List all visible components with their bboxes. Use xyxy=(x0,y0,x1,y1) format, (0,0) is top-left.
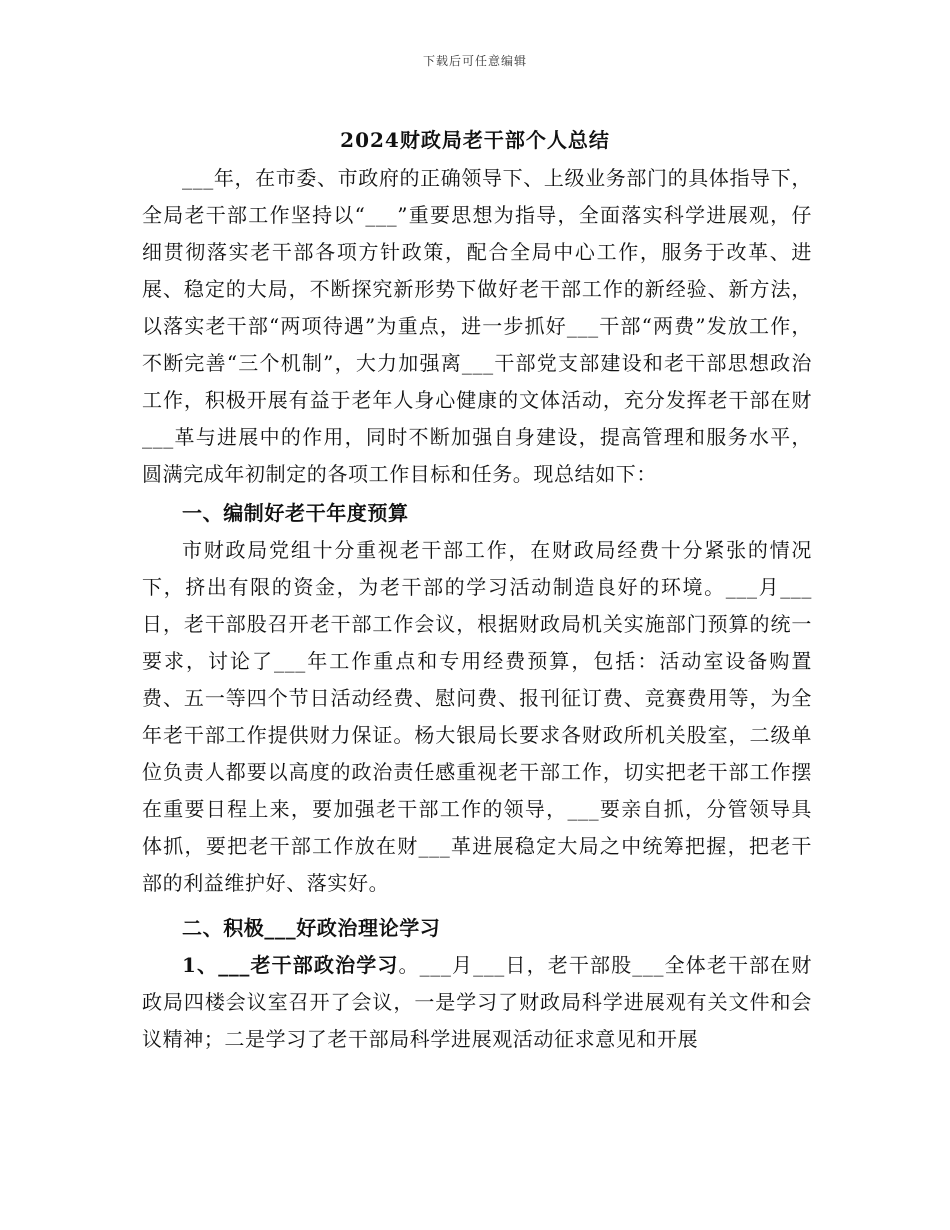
header-note: 下载后可任意编辑 xyxy=(422,54,527,68)
section-2-lead: 1、___老干部政治学习 xyxy=(182,953,399,977)
page-title: 2024财政局老干部个人总结 xyxy=(340,128,610,152)
section-1-paragraph: 市财政局党组十分重视老干部工作，在财政局经费十分紧张的情况下，挤出有限的资金，为老干部的学习活动制造良好的环境。___月___日，老干部股召开老干部工作会议，根据财政局机关实施部门预算的统一要求，讨论了___年工作重点和专用经费预算，包括：活动室设备购置费、五一等四个节日活动经费、慰问费、报刊征订费、竞赛费用等，为全年老干部工作提供财力保证。杨大银局长要求各财政所机关股室，二级单位负责人都要以高度的政治责任感重视老干部工作，切实把老干部工作摆在重要日程上来，要加强老干部工作的领导，___要亲自抓，分管领导具体抓，要把老干部工作放在财___革进展稳定大局之中统筹把握，把老干部的利益维护好、落实好。 xyxy=(142,538,812,895)
document-body xyxy=(142,160,812,1058)
section-heading-2: 二、积极___好政治理论学习 xyxy=(182,916,441,940)
intro-paragraph: ___年，在市委、市政府的正确领导下、上级业务部门的具体指导下，全局老干部工作坚持以“___”重要思想为指导，全面落实科学进展观，仔细贯彻落实老干部各项方针政策，配合全局中心工作，服务于改革、进展、稳定的大局，不断探究新形势下做好老干部工作的新经验、新方法，以落实老干部“两项待遇”为重点，进一步抓好___干部“两费”发放工作，不断完善“三个机制”，大力加强离___干部党支部建设和老干部思想政治工作，积极开展有益于老年人身心健康的文体活动，充分发挥老干部在财___革与进展中的作用，同时不断加强自身建设，提高管理和服务水平，圆满完成年初制定的各项工作目标和任务。现总结如下： xyxy=(142,166,812,486)
section-2-body: 。___月___日，老干部股___全体老干部在财政局四楼会议室召开了会议，一是学习了财政局科学进展观有关文件和会议精神；二是学习了老干部局科学进展观活动征求意见和开展 xyxy=(142,953,812,1051)
section-heading-1: 一、编制好老干年度预算 xyxy=(182,501,409,525)
section-2-paragraph xyxy=(142,947,812,1058)
